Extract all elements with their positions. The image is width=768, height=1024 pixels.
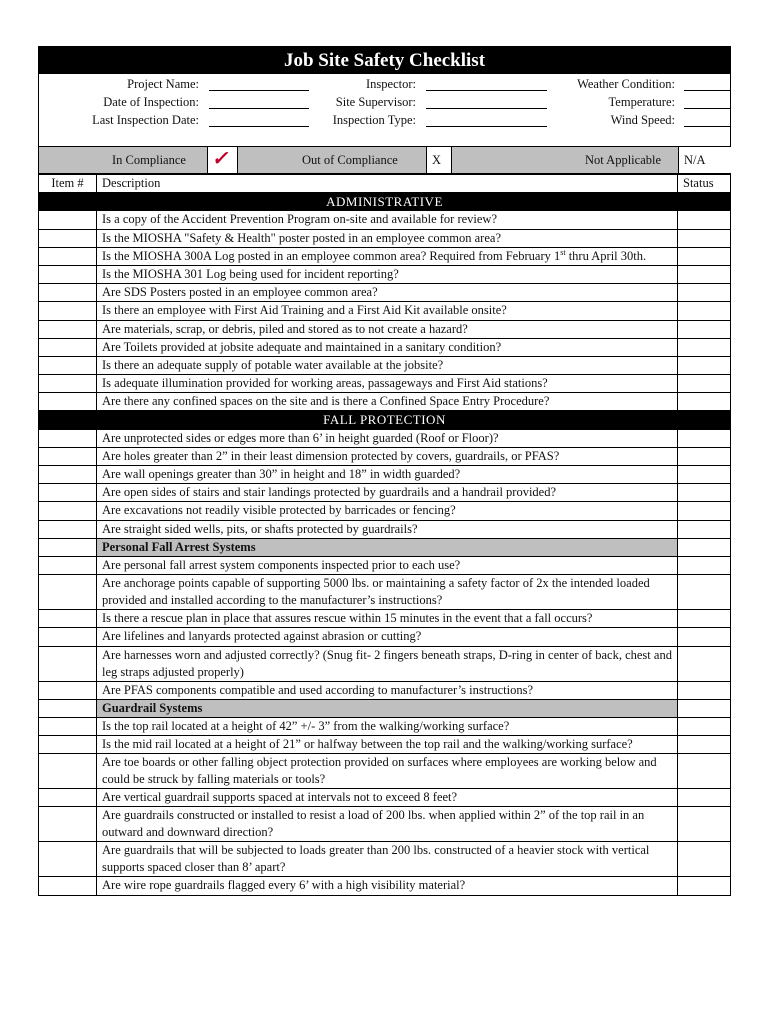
description-cell <box>97 265 678 283</box>
description-cell <box>97 877 678 895</box>
section-header <box>39 193 731 211</box>
description-text: Is a copy of the Accident Prevention Program on-site and available for review? <box>102 212 498 227</box>
description-cell <box>97 211 678 229</box>
status-cell[interactable] <box>678 717 731 735</box>
table-row <box>39 575 731 610</box>
description-text: Is the MIOSHA 300A Log posted in an employee common area? Required from February 1 <box>102 248 561 263</box>
table-row <box>39 681 731 699</box>
item-number-cell[interactable] <box>39 466 97 484</box>
ordinal-suffix: st <box>560 247 566 257</box>
item-number-cell[interactable] <box>39 807 97 842</box>
description-cell <box>97 646 678 681</box>
description-text-cont: thru April 30th. <box>565 248 647 263</box>
item-number-cell[interactable] <box>39 877 97 895</box>
status-cell[interactable] <box>678 375 731 393</box>
description-cell <box>97 338 678 356</box>
inspection-info <box>38 74 731 146</box>
status-cell[interactable] <box>678 466 731 484</box>
description-cell <box>97 466 678 484</box>
status-cell[interactable] <box>678 807 731 842</box>
description-cell <box>97 736 678 754</box>
page-title: Job Site Safety Checklist <box>38 46 731 74</box>
description-text: Are holes greater than 2” in their least dimension protected by covers, guardrails, or PFAS? <box>102 448 560 463</box>
status-cell[interactable] <box>678 520 731 538</box>
project-name-label: Project Name: <box>127 77 199 91</box>
description-text: Are personal fall arrest system components inspected prior to each use? <box>102 557 461 572</box>
item-number-cell[interactable] <box>39 754 97 789</box>
weather-condition-field[interactable] <box>684 90 730 91</box>
table-row <box>39 789 731 807</box>
date-of-inspection-label: Date of Inspection: <box>103 95 199 109</box>
description-text: Is the MIOSHA "Safety & Health" poster posted in an employee common area? <box>102 230 501 245</box>
site-supervisor-label: Site Supervisor: <box>335 95 416 109</box>
description-cell <box>97 575 678 610</box>
compliance-legend <box>38 146 731 174</box>
item-number-cell[interactable] <box>39 375 97 393</box>
status-cell[interactable] <box>678 736 731 754</box>
wind-speed-label: Wind Speed: <box>610 113 675 127</box>
description-cell <box>97 807 678 842</box>
table-header <box>39 175 731 193</box>
item-number-cell[interactable] <box>39 575 97 610</box>
inspector-label: Inspector: <box>366 77 416 91</box>
description-text: Are wire rope guardrails flagged every 6’ with a high visibility material? <box>102 878 466 893</box>
date-of-inspection-field[interactable] <box>209 108 309 109</box>
table-row <box>39 447 731 465</box>
status-cell[interactable] <box>678 429 731 447</box>
section-title: ADMINISTRATIVE <box>39 193 731 211</box>
description-cell <box>97 681 678 699</box>
item-number-cell[interactable] <box>39 302 97 320</box>
not-applicable-label: Not Applicable <box>585 153 662 167</box>
item-number-cell[interactable] <box>39 338 97 356</box>
checklist-sheet <box>38 46 731 896</box>
item-number-cell[interactable] <box>39 320 97 338</box>
description-text: Are harnesses worn and adjusted correctly? (Snug fit- 2 fingers beneath straps, D-ring in center of back, chest and leg straps adjusted properly) <box>102 647 672 679</box>
description-text: Are open sides of stairs and stair landings protected by guardrails and a handrail provided? <box>102 485 557 500</box>
item-number-cell[interactable] <box>39 265 97 283</box>
item-number-cell[interactable] <box>39 681 97 699</box>
table-row <box>39 877 731 895</box>
table-row <box>39 520 731 538</box>
status-cell[interactable] <box>678 754 731 789</box>
site-supervisor-field[interactable] <box>426 108 547 109</box>
table-row <box>39 429 731 447</box>
description-cell <box>97 429 678 447</box>
description-text: Are toe boards or other falling object protection provided on surfaces where employees are working below and could be struck by falling materials or tools? <box>102 755 657 787</box>
table-row <box>39 466 731 484</box>
item-number-cell[interactable] <box>39 393 97 411</box>
description-text: Are guardrails constructed or installed to resist a load of 200 lbs. when applied within 2” of the top rail in an outward and downward direction? <box>102 808 645 840</box>
description-text: Are vertical guardrail supports spaced at intervals not to exceed 8 feet? <box>102 790 458 805</box>
description-text: Are excavations not readily visible protected by barricades or fencing? <box>102 503 456 518</box>
description-text: Are lifelines and lanyards protected against abrasion or cutting? <box>102 629 422 644</box>
description-cell <box>97 502 678 520</box>
temperature-label: Temperature: <box>608 95 675 109</box>
status-cell[interactable] <box>678 681 731 699</box>
status-cell[interactable] <box>678 284 731 302</box>
table-row <box>39 628 731 646</box>
table-row <box>39 484 731 502</box>
checkmark-icon: ✓ <box>210 148 233 170</box>
status-cell[interactable] <box>678 877 731 895</box>
subsection-title: Guardrail Systems <box>97 699 678 717</box>
description-cell <box>97 520 678 538</box>
item-number-cell[interactable] <box>39 356 97 374</box>
description-text: Is there a rescue plan in place that assures rescue within 15 minutes in the event that a fall occurs? <box>102 611 593 626</box>
description-cell <box>97 375 678 393</box>
item-number-cell <box>39 699 97 717</box>
item-number-cell[interactable] <box>39 628 97 646</box>
table-row <box>39 338 731 356</box>
status-cell[interactable] <box>678 320 731 338</box>
description-text: Are unprotected sides or edges more than 6’ in height guarded (Roof or Floor)? <box>102 430 499 445</box>
table-row <box>39 502 731 520</box>
description-text: Are materials, scrap, or debris, piled and stored as to not create a hazard? <box>102 321 468 336</box>
description-cell <box>97 789 678 807</box>
project-name-field[interactable] <box>209 90 309 91</box>
section-title: FALL PROTECTION <box>39 411 731 429</box>
item-number-cell[interactable] <box>39 556 97 574</box>
item-number-cell[interactable] <box>39 429 97 447</box>
description-text: Is the mid rail located at a height of 21” or halfway between the top rail and the walking/working surface? <box>102 737 633 752</box>
description-cell <box>97 484 678 502</box>
item-number-cell[interactable] <box>39 211 97 229</box>
table-row <box>39 320 731 338</box>
description-cell <box>97 284 678 302</box>
description-cell <box>97 356 678 374</box>
table-row <box>39 375 731 393</box>
last-inspection-date-field[interactable] <box>209 126 309 127</box>
description-text: Are PFAS components compatible and used according to manufacturer’s instructions? <box>102 682 534 697</box>
table-row <box>39 807 731 842</box>
table-row <box>39 211 731 229</box>
description-cell <box>97 247 678 265</box>
description-cell <box>97 229 678 247</box>
item-number-cell[interactable] <box>39 717 97 735</box>
item-number-cell[interactable] <box>39 447 97 465</box>
table-row <box>39 842 731 877</box>
table-row <box>39 736 731 754</box>
item-number-cell[interactable] <box>39 736 97 754</box>
item-number-cell[interactable] <box>39 484 97 502</box>
status-cell[interactable] <box>678 211 731 229</box>
status-cell[interactable] <box>678 789 731 807</box>
table-row <box>39 393 731 411</box>
status-cell[interactable] <box>678 247 731 265</box>
status-cell[interactable] <box>678 646 731 681</box>
status-cell[interactable] <box>678 538 731 556</box>
description-cell <box>97 610 678 628</box>
status-cell[interactable] <box>678 502 731 520</box>
temperature-field[interactable] <box>684 108 730 109</box>
subsection-header <box>39 699 731 717</box>
out-of-compliance-key: X <box>426 147 452 173</box>
inspection-type-label: Inspection Type: <box>332 113 416 127</box>
item-number-cell[interactable] <box>39 842 97 877</box>
out-of-compliance-label: Out of Compliance <box>302 153 398 167</box>
status-cell[interactable] <box>678 628 731 646</box>
description-text: Are straight sided wells, pits, or shafts protected by guardrails? <box>102 521 418 536</box>
description-text: Are guardrails that will be subjected to loads greater than 200 lbs. constructed of a heavier stock with vertical supports spaced closer than 8’ apart? <box>102 843 650 875</box>
description-cell <box>97 628 678 646</box>
item-number-cell[interactable] <box>39 789 97 807</box>
weather-condition-label: Weather Condition: <box>577 77 675 91</box>
status-cell[interactable] <box>678 302 731 320</box>
item-number-cell <box>39 538 97 556</box>
status-cell[interactable] <box>678 484 731 502</box>
description-text: Are wall openings greater than 30” in height and 18” in width guarded? <box>102 467 461 481</box>
description-cell <box>97 754 678 789</box>
table-row <box>39 247 731 265</box>
item-number-cell[interactable] <box>39 502 97 520</box>
table-row <box>39 754 731 789</box>
description-text: Is the top rail located at a height of 42” +/- 3” from the walking/working surface? <box>102 718 510 733</box>
item-number-cell[interactable] <box>39 247 97 265</box>
description-header: Description <box>97 175 678 193</box>
description-text: Is there an adequate supply of potable water available at the jobsite? <box>102 357 444 372</box>
last-inspection-date-label: Last Inspection Date: <box>92 113 199 127</box>
status-cell[interactable] <box>678 842 731 877</box>
description-cell <box>97 842 678 877</box>
description-text: Are anchorage points capable of supporting 5000 lbs. or maintaining a safety factor of 2x the intended loaded provided and installed according to the manufacturer’s instructions? <box>102 576 650 608</box>
status-cell[interactable] <box>678 229 731 247</box>
inspector-field[interactable] <box>426 90 547 91</box>
description-text: Are Toilets provided at jobsite adequate and maintained in a sanitary condition? <box>102 339 502 354</box>
status-cell[interactable] <box>678 575 731 610</box>
table-row <box>39 284 731 302</box>
section-header <box>39 411 731 429</box>
inspection-type-field[interactable] <box>426 126 547 127</box>
table-row <box>39 717 731 735</box>
item-number-cell[interactable] <box>39 520 97 538</box>
status-header: Status <box>678 175 731 193</box>
description-text: Is adequate illumination provided for working areas, passageways and First Aid stations? <box>102 376 548 391</box>
description-text: Are SDS Posters posted in an employee common area? <box>102 285 378 300</box>
status-cell[interactable] <box>678 447 731 465</box>
status-cell[interactable] <box>678 393 731 411</box>
item-number-cell[interactable] <box>39 229 97 247</box>
table-row <box>39 265 731 283</box>
item-number-cell[interactable] <box>39 646 97 681</box>
status-cell[interactable] <box>678 265 731 283</box>
description-text: Is there an employee with First Aid Training and a First Aid Kit available onsite? <box>102 303 507 318</box>
not-applicable-key: N/A <box>678 147 731 173</box>
table-row <box>39 556 731 574</box>
in-compliance-label: In Compliance <box>112 153 186 167</box>
in-compliance-key <box>207 147 238 173</box>
description-cell <box>97 717 678 735</box>
description-cell <box>97 393 678 411</box>
description-cell <box>97 556 678 574</box>
item-number-header: Item # <box>39 175 97 193</box>
status-cell[interactable] <box>678 610 731 628</box>
description-cell <box>97 447 678 465</box>
status-cell[interactable] <box>678 556 731 574</box>
subsection-header <box>39 538 731 556</box>
table-row <box>39 302 731 320</box>
table-row <box>39 229 731 247</box>
item-number-cell[interactable] <box>39 610 97 628</box>
subsection-title: Personal Fall Arrest Systems <box>97 538 678 556</box>
status-cell[interactable] <box>678 338 731 356</box>
status-cell[interactable] <box>678 699 731 717</box>
table-row <box>39 356 731 374</box>
wind-speed-field[interactable] <box>684 126 730 127</box>
description-text: Is the MIOSHA 301 Log being used for incident reporting? <box>102 266 399 281</box>
description-text: Are there any confined spaces on the site and is there a Confined Space Entry Procedure? <box>102 394 550 409</box>
description-cell <box>97 302 678 320</box>
status-cell[interactable] <box>678 356 731 374</box>
table-row <box>39 610 731 628</box>
checklist-table <box>38 174 731 896</box>
item-number-cell[interactable] <box>39 284 97 302</box>
description-cell <box>97 320 678 338</box>
table-row <box>39 646 731 681</box>
